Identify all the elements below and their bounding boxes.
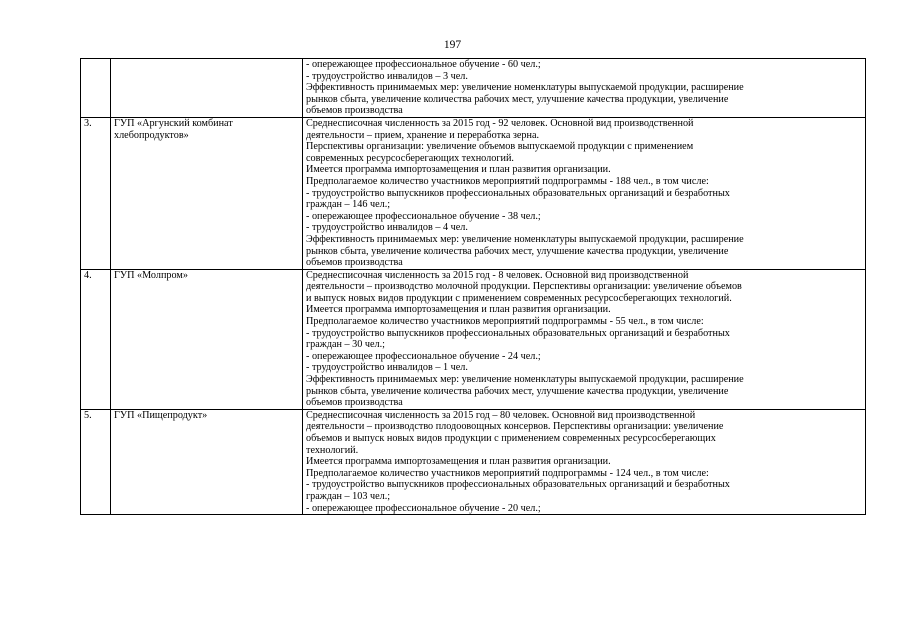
organization-description: [303, 59, 866, 118]
row-number: [81, 59, 111, 118]
description-line: - трудоустройство инвалидов – 4 чел.: [306, 222, 468, 234]
description-line: граждан – 30 чел.;: [306, 339, 386, 351]
description-line: - трудоустройство выпускников профессиональных образовательных организаций и безработных: [306, 187, 730, 199]
description-line: Имеется программа импортозамещения и план развития организации.: [306, 456, 611, 468]
description-line: - трудоустройство инвалидов – 1 чел.: [306, 362, 468, 374]
description-line: Эффективность принимаемых мер: увеличение номенклатуры выпускаемой продукции, расширение: [306, 233, 744, 245]
description-line: объемов производства: [306, 257, 403, 269]
description-line: - опережающее профессиональное обучение - 20 чел.;: [306, 502, 541, 514]
table-row: [81, 117, 866, 269]
description-line: рынков сбыта, увеличение количества рабочих мест, улучшение качества продукции, увеличение: [306, 245, 729, 257]
organization-description: [303, 117, 866, 269]
description-line: объемов производства: [306, 105, 403, 117]
description-line: - опережающее профессиональное обучение - 24 чел.;: [306, 350, 541, 362]
description-line: - опережающее профессиональное обучение - 60 чел.;: [306, 59, 541, 70]
description-line: рынков сбыта, увеличение количества рабочих мест, улучшение качества продукции, увеличение: [306, 93, 729, 105]
organization-description: [303, 409, 866, 514]
description-line: граждан – 103 чел.;: [306, 490, 391, 502]
row-number: 4.: [81, 269, 111, 409]
description-line: объемов производства: [306, 397, 403, 409]
row-number: 3.: [81, 117, 111, 269]
description-line: Среднесписочная численность за 2015 год – 80 человек. Основной вид производственной: [306, 409, 696, 421]
description-line: современных ресурсосберегающих технологий.: [306, 152, 514, 164]
description-line: - трудоустройство выпускников профессиональных образовательных организаций и безработных: [306, 479, 730, 491]
description-line: Предполагаемое количество участников мероприятий подпрограммы - 188 чел., в том числе:: [306, 175, 709, 187]
organization-name: [111, 59, 303, 118]
organization-description: [303, 269, 866, 409]
organization-name: ГУП «Пищепродукт»: [111, 409, 303, 514]
description-line: Эффективность принимаемых мер: увеличение номенклатуры выпускаемой продукции, расширение: [306, 374, 744, 386]
description-line: граждан – 146 чел.;: [306, 199, 391, 211]
row-number: 5.: [81, 409, 111, 514]
description-line: Эффективность принимаемых мер: увеличение номенклатуры выпускаемой продукции, расширение: [306, 82, 744, 94]
description-line: Среднесписочная численность за 2015 год - 92 человек. Основной вид производственной: [306, 117, 694, 129]
description-line: - трудоустройство инвалидов – 3 чел.: [306, 70, 468, 82]
description-line: - трудоустройство выпускников профессиональных образовательных организаций и безработных: [306, 327, 730, 339]
description-line: Имеется программа импортозамещения и план развития организации.: [306, 304, 611, 316]
description-line: рынков сбыта, увеличение количества рабочих мест, улучшение качества продукции, увеличение: [306, 385, 729, 397]
description-line: - опережающее профессиональное обучение - 38 чел.;: [306, 210, 541, 222]
description-line: объемов и выпуск новых видов продукции с применением современных ресурсосберегающих: [306, 433, 716, 444]
page-number: 197: [443, 39, 462, 51]
description-line: технологий.: [306, 444, 359, 456]
organization-name: ГУП «Аргунский комбинат хлебопродуктов»: [111, 117, 303, 269]
description-line: Перспективы организации: увеличение объемов выпускаемой продукции с применением: [306, 141, 694, 153]
description-line: Предполагаемое количество участников мероприятий подпрограммы - 124 чел., в том числе:: [306, 467, 709, 479]
description-line: деятельности – производство плодоовощных консервов. Перспективы организации: увеличение: [306, 421, 724, 433]
table-row: [81, 59, 866, 118]
description-line: Имеется программа импортозамещения и план развития организации.: [306, 164, 611, 176]
document-table: [80, 58, 866, 515]
description-line: и выпуск новых видов продукции с применением современных ресурсосберегающих технологий.: [306, 292, 732, 304]
description-line: Среднесписочная численность за 2015 год - 8 человек. Основной вид производственной: [306, 269, 689, 281]
table-row: [81, 409, 866, 514]
description-line: деятельности – прием, хранение и переработка зерна.: [306, 129, 540, 141]
organization-name: ГУП «Молпром»: [111, 269, 303, 409]
table-row: [81, 269, 866, 409]
description-line: деятельности – производство молочной продукции. Перспективы организации: увеличение объемов: [306, 281, 742, 293]
description-line: Предполагаемое количество участников мероприятий подпрограммы - 55 чел., в том числе:: [306, 316, 704, 328]
